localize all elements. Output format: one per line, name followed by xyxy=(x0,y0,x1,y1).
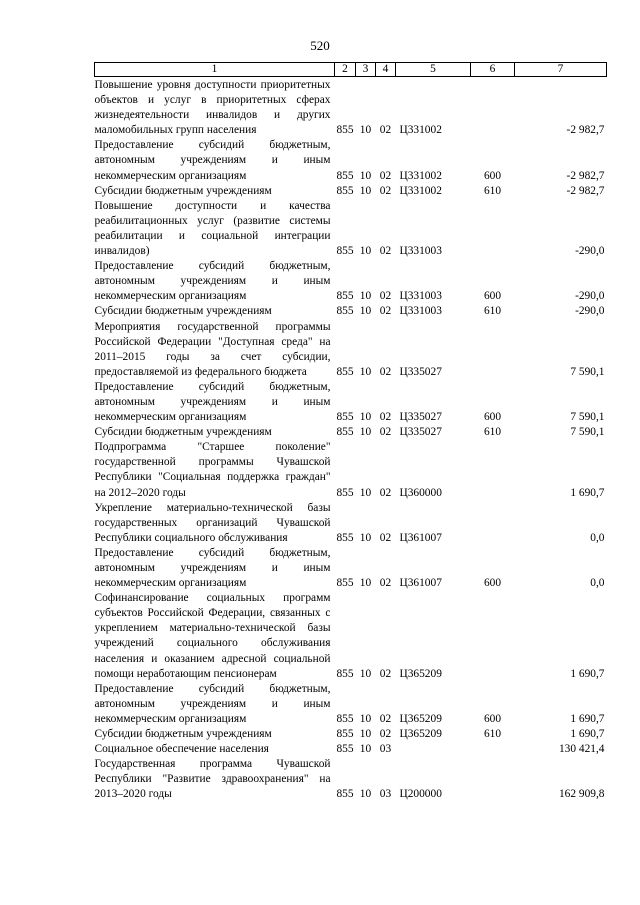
expense-type-cell: 610 xyxy=(483,184,502,197)
row-name-cell: Предоставление субсидий бюджетным, автономным учреждениям и иным некоммерческим организациям xyxy=(94,260,331,303)
target-article-cell: Ц361007 xyxy=(399,577,442,590)
section-cell: 10 xyxy=(359,169,372,182)
table-row xyxy=(95,304,607,319)
target-article-cell: Ц335027 xyxy=(399,365,442,378)
table-row xyxy=(95,546,607,591)
row-name-cell: Предоставление субсидий бюджетным, автономным учреждениям и иным некоммерческим организациям xyxy=(94,380,331,424)
expense-type-cell: 610 xyxy=(483,728,502,741)
admin-code-cell: 855 xyxy=(336,743,354,756)
table-body xyxy=(95,77,607,803)
subsection-cell: 02 xyxy=(379,531,392,544)
admin-code-cell: 855 xyxy=(336,124,354,137)
table-row xyxy=(95,77,607,139)
subsection-cell: 02 xyxy=(379,577,392,590)
row-name-cell: Софинансирование социальных программ субъектов Российской Федерации, связанных с укреплением материально-технической базы учреждений социального обслуживания населения и оказанием адресной социальной помощи неработающим пенсионерам xyxy=(94,592,331,680)
table-row xyxy=(95,259,607,304)
section-cell: 10 xyxy=(359,577,372,590)
section-cell: 10 xyxy=(359,365,372,378)
amount-cell: -2 982,7 xyxy=(566,124,605,137)
subsection-cell: 02 xyxy=(379,184,392,197)
target-article-cell: Ц331002 xyxy=(399,184,442,197)
admin-code-cell: 855 xyxy=(336,712,354,725)
target-article-cell: Ц361007 xyxy=(399,531,442,544)
amount-cell: -2 982,7 xyxy=(566,184,605,197)
section-cell: 10 xyxy=(359,743,372,756)
expense-type-cell xyxy=(471,742,515,757)
row-name-cell: Субсидии бюджетным учреждениям xyxy=(94,305,272,318)
section-cell: 10 xyxy=(359,788,372,801)
section-cell: 10 xyxy=(359,486,372,499)
admin-code-cell: 855 xyxy=(336,788,354,801)
column-header: 4 xyxy=(376,63,396,77)
page-number: 520 xyxy=(310,38,330,53)
subsection-cell: 02 xyxy=(379,124,392,137)
admin-code-cell: 855 xyxy=(336,486,354,499)
admin-code-cell: 855 xyxy=(336,728,354,741)
section-cell: 10 xyxy=(359,290,372,303)
expense-type-cell xyxy=(471,440,515,500)
row-name-cell: Повышение уровня доступности приоритетных объектов и услуг в приоритетных сферах жизнедеятельности инвалидов и других маломобильных групп населения xyxy=(94,79,331,137)
expense-type-cell xyxy=(471,320,515,380)
target-article-cell: Ц331003 xyxy=(399,290,442,303)
expense-type-cell xyxy=(471,77,515,139)
section-cell: 10 xyxy=(359,411,372,424)
section-cell: 10 xyxy=(359,184,372,197)
subsection-cell: 02 xyxy=(379,667,392,680)
column-header: 3 xyxy=(356,63,376,77)
expense-type-cell: 600 xyxy=(483,169,502,182)
expense-type-cell xyxy=(471,501,515,546)
row-name-cell: Подпрограмма "Старшее поколение" государственной программы Чувашской Республики "Социальная поддержка граждан" на 2012–2020 годы xyxy=(94,441,331,499)
section-cell: 10 xyxy=(359,531,372,544)
admin-code-cell: 855 xyxy=(336,245,354,258)
target-article-cell: Ц365209 xyxy=(399,712,442,725)
target-article-cell: Ц335027 xyxy=(399,411,442,424)
expense-type-cell: 600 xyxy=(483,577,502,590)
section-cell: 10 xyxy=(359,305,372,318)
table-row xyxy=(95,184,607,199)
table-row xyxy=(95,199,607,259)
section-cell: 10 xyxy=(359,712,372,725)
amount-cell: 1 690,7 xyxy=(570,667,605,680)
column-header: 6 xyxy=(471,63,515,77)
row-name-cell: Субсидии бюджетным учреждениям xyxy=(94,728,272,741)
expense-type-cell xyxy=(471,199,515,259)
subsection-cell: 02 xyxy=(379,486,392,499)
table-row xyxy=(95,320,607,380)
admin-code-cell: 855 xyxy=(336,169,354,182)
target-article-cell: Ц365209 xyxy=(399,728,442,741)
subsection-cell: 02 xyxy=(379,728,392,741)
admin-code-cell: 855 xyxy=(336,411,354,424)
section-cell: 10 xyxy=(359,124,372,137)
amount-cell: -290,0 xyxy=(575,290,605,303)
table-row xyxy=(95,682,607,727)
expense-type-cell: 600 xyxy=(483,411,502,424)
admin-code-cell: 855 xyxy=(336,365,354,378)
amount-cell: 0,0 xyxy=(590,531,605,544)
amount-cell: -290,0 xyxy=(575,245,605,258)
budget-table xyxy=(94,62,607,803)
table-row xyxy=(95,425,607,440)
expense-type-cell: 600 xyxy=(483,290,502,303)
target-article-cell: Ц200000 xyxy=(399,788,442,801)
amount-cell: -290,0 xyxy=(575,305,605,318)
amount-cell: 7 590,1 xyxy=(570,411,605,424)
amount-cell: -2 982,7 xyxy=(566,169,605,182)
amount-cell: 1 690,7 xyxy=(570,728,605,741)
table-row xyxy=(95,727,607,742)
admin-code-cell: 855 xyxy=(336,184,354,197)
subsection-cell: 03 xyxy=(379,788,392,801)
row-name-cell: Предоставление субсидий бюджетным, автономным учреждениям и иным некоммерческим организациям xyxy=(94,546,331,590)
amount-cell: 130 421,4 xyxy=(558,743,605,756)
table-row xyxy=(95,742,607,757)
section-cell: 10 xyxy=(359,728,372,741)
expense-type-cell: 610 xyxy=(483,426,502,439)
expense-type-cell xyxy=(471,591,515,682)
row-name-cell: Повышение доступности и качества реабилитационных услуг (развитие системы реабилитации и социальной интеграции инвалидов) xyxy=(94,199,331,258)
row-name-cell: Государственная программа Чувашской Республики "Развитие здравоохранения" на 2013–2020 годы xyxy=(94,758,331,801)
row-name-cell: Предоставление субсидий бюджетным, автономным учреждениям и иным некоммерческим организациям xyxy=(94,682,331,725)
target-article-cell: Ц335027 xyxy=(399,426,442,439)
target-article-cell xyxy=(396,742,471,757)
admin-code-cell: 855 xyxy=(336,577,354,590)
subsection-cell: 02 xyxy=(379,411,392,424)
column-header: 5 xyxy=(396,63,471,77)
table-header-row xyxy=(95,63,607,77)
row-name-cell: Субсидии бюджетным учреждениям xyxy=(94,184,272,197)
section-cell: 10 xyxy=(359,667,372,680)
subsection-cell: 02 xyxy=(379,245,392,258)
column-header: 7 xyxy=(515,63,607,77)
amount-cell: 162 909,8 xyxy=(558,788,605,801)
section-cell: 10 xyxy=(359,426,372,439)
column-header: 2 xyxy=(335,63,356,77)
section-cell: 10 xyxy=(359,245,372,258)
target-article-cell: Ц360000 xyxy=(399,486,442,499)
amount-cell: 7 590,1 xyxy=(570,426,605,439)
column-header: 1 xyxy=(95,63,335,77)
amount-cell: 7 590,1 xyxy=(570,365,605,378)
amount-cell: 1 690,7 xyxy=(570,712,605,725)
subsection-cell: 03 xyxy=(379,743,392,756)
row-name-cell: Укрепление материально-технической базы государственных организаций Чувашской Республики социального обслуживания xyxy=(94,501,331,544)
admin-code-cell: 855 xyxy=(336,305,354,318)
table-row xyxy=(95,501,607,546)
expense-type-cell: 610 xyxy=(483,305,502,318)
table-row xyxy=(95,380,607,425)
row-name-cell: Предоставление субсидий бюджетным, автономным учреждениям и иным некоммерческим организациям xyxy=(94,139,331,182)
row-name-cell: Социальное обеспечение населения xyxy=(94,743,269,756)
subsection-cell: 02 xyxy=(379,426,392,439)
target-article-cell: Ц331003 xyxy=(399,245,442,258)
table-row xyxy=(95,757,607,802)
target-article-cell: Ц331003 xyxy=(399,305,442,318)
target-article-cell: Ц365209 xyxy=(399,667,442,680)
subsection-cell: 02 xyxy=(379,365,392,378)
table-row xyxy=(95,440,607,500)
target-article-cell: Ц331002 xyxy=(399,124,442,137)
subsection-cell: 02 xyxy=(379,290,392,303)
subsection-cell: 02 xyxy=(379,712,392,725)
amount-cell: 0,0 xyxy=(590,577,605,590)
admin-code-cell: 855 xyxy=(336,531,354,544)
admin-code-cell: 855 xyxy=(336,290,354,303)
amount-cell: 1 690,7 xyxy=(570,486,605,499)
table-row xyxy=(95,138,607,183)
target-article-cell: Ц331002 xyxy=(399,169,442,182)
table-row xyxy=(95,591,607,682)
expense-type-cell xyxy=(471,757,515,802)
row-name-cell: Мероприятия государственной программы Российской Федерации "Доступная среда" на 2011–2015 годы за счет субсидии, предоставляемой из федерального бюджета xyxy=(94,320,331,378)
expense-type-cell: 600 xyxy=(483,712,502,725)
row-name-cell: Субсидии бюджетным учреждениям xyxy=(94,426,272,439)
admin-code-cell: 855 xyxy=(336,426,354,439)
subsection-cell: 02 xyxy=(379,305,392,318)
admin-code-cell: 855 xyxy=(336,667,354,680)
subsection-cell: 02 xyxy=(379,169,392,182)
